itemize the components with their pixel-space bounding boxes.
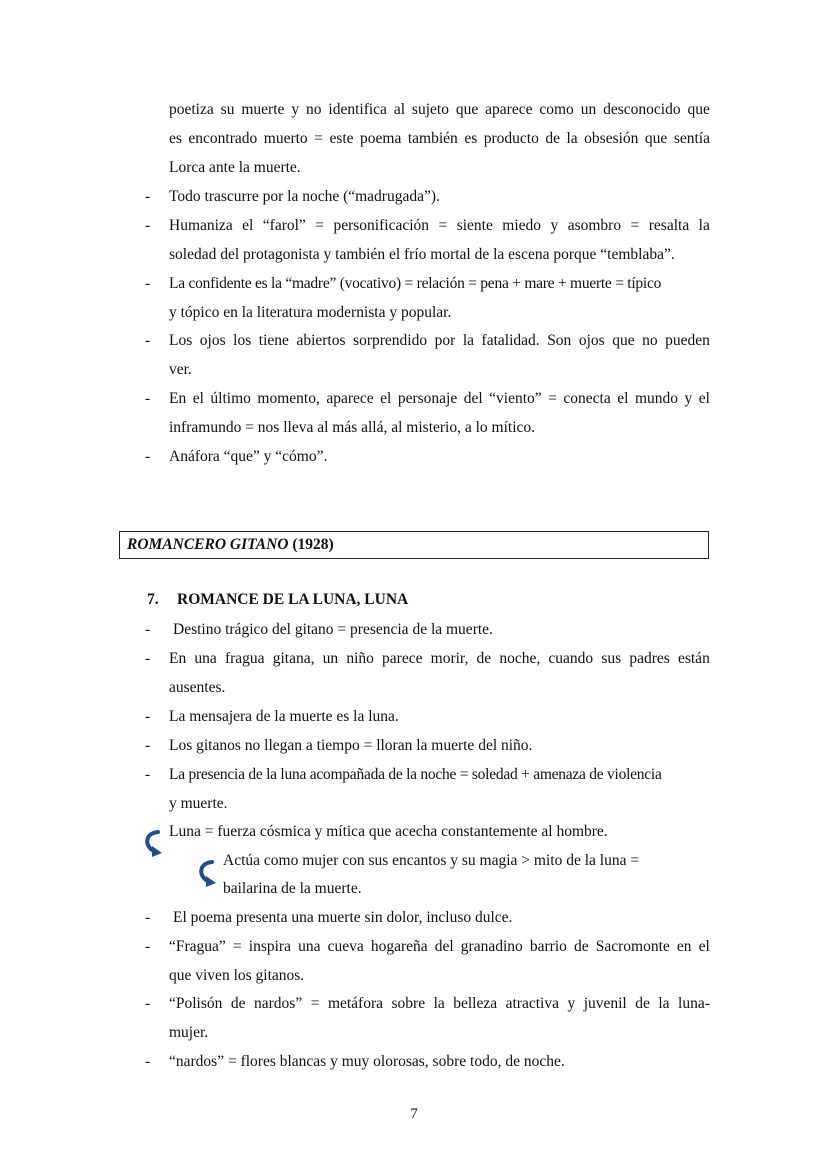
bullet-dash: - bbox=[145, 332, 151, 349]
word: = bbox=[438, 217, 448, 234]
bullet-a5-line-2: inframundo = nos lleva al más allá, al misterio, a lo mítico. bbox=[169, 419, 536, 436]
word: fragua bbox=[224, 650, 265, 667]
bullet-a4-line-2: ver. bbox=[169, 361, 192, 378]
word: que bbox=[644, 130, 668, 147]
bullet-b4-line-1: Los gitanos no llegan a tiempo = lloran la muerte del niño. bbox=[169, 737, 533, 754]
word: desconocido bbox=[603, 101, 681, 118]
word: = bbox=[315, 217, 325, 234]
word: personaje bbox=[397, 390, 458, 407]
word: cueva bbox=[327, 938, 364, 955]
word: de bbox=[545, 130, 560, 147]
bullet-a3-line-2: y tópico en la literatura modernista y popular. bbox=[169, 304, 452, 321]
word: el bbox=[698, 938, 710, 955]
bullet-dash: - bbox=[145, 275, 151, 292]
word: no bbox=[642, 332, 658, 349]
bullet-a6-line-1: Anáfora “que” y “cómo”. bbox=[169, 448, 328, 465]
section-box bbox=[119, 531, 709, 559]
bullet-c2-line-2: que viven los gitanos. bbox=[169, 967, 305, 984]
bullet-c3-line-2: mujer. bbox=[169, 1024, 209, 1041]
word: fatalidad. bbox=[481, 332, 540, 349]
word: inspira bbox=[248, 938, 291, 955]
word: el bbox=[192, 390, 204, 407]
word: la bbox=[698, 217, 710, 234]
word: como bbox=[539, 101, 574, 118]
word: = bbox=[630, 217, 640, 234]
word: último bbox=[210, 390, 251, 407]
heading-title: ROMANCE DE LA LUNA, LUNA bbox=[177, 591, 409, 608]
page-number: 7 bbox=[410, 1106, 418, 1122]
word: aparece bbox=[326, 390, 374, 407]
word: nardos” bbox=[254, 995, 303, 1012]
word: sujeto bbox=[411, 101, 449, 118]
word: conecta bbox=[563, 390, 611, 407]
bullet-dash: - bbox=[145, 938, 151, 955]
word: sorprendido bbox=[353, 332, 428, 349]
word: belleza bbox=[453, 995, 498, 1012]
arrow-item-2-line-2: bailarina de la muerte. bbox=[223, 880, 362, 897]
word: en bbox=[676, 938, 692, 955]
bullet-dash: - bbox=[145, 390, 151, 407]
bullet-dash: - bbox=[145, 650, 151, 667]
word: atractiva bbox=[505, 995, 559, 1012]
word: personificación bbox=[333, 217, 430, 234]
word: también bbox=[407, 130, 458, 147]
bullet-dash: - bbox=[145, 448, 151, 465]
bullet-c2-line-1 bbox=[169, 937, 710, 957]
word: momento, bbox=[257, 390, 320, 407]
word: gitana, bbox=[272, 650, 315, 667]
word: “viento” bbox=[489, 390, 542, 407]
word: En bbox=[169, 650, 187, 667]
word: el bbox=[617, 390, 629, 407]
bullet-a5-line-1 bbox=[169, 389, 710, 409]
word: barrio bbox=[529, 938, 567, 955]
bullet-c1-line-1: El poema presenta una muerte sin dolor, incluso dulce. bbox=[173, 909, 513, 926]
word: niño bbox=[346, 650, 374, 667]
poem-heading bbox=[147, 590, 408, 610]
word: poema bbox=[360, 130, 402, 147]
word: tiene bbox=[258, 332, 289, 349]
bullet-dash: - bbox=[145, 995, 151, 1012]
word: noche, bbox=[499, 650, 541, 667]
word: es bbox=[169, 130, 182, 147]
word: una bbox=[194, 650, 217, 667]
bullet-dash: - bbox=[145, 217, 151, 234]
bullet-b3-line-1: La mensajera de la muerte es la luna. bbox=[169, 708, 399, 725]
word: En bbox=[169, 390, 187, 407]
bullet-dash: - bbox=[145, 188, 151, 205]
word: que bbox=[612, 332, 635, 349]
word: y bbox=[291, 101, 300, 118]
word: miedo bbox=[502, 217, 542, 234]
word: juvenil bbox=[583, 995, 627, 1012]
intro-line-1 bbox=[169, 100, 710, 120]
bullet-b1-line-1: Destino trágico del gitano = presencia de la muerte. bbox=[173, 621, 493, 638]
word: mundo bbox=[634, 390, 678, 407]
word: y bbox=[684, 390, 693, 407]
word: abiertos bbox=[296, 332, 346, 349]
word: los bbox=[233, 332, 252, 349]
word: un bbox=[322, 650, 339, 667]
word: sentía bbox=[673, 130, 710, 147]
word: la bbox=[433, 995, 445, 1012]
word: Humaniza bbox=[169, 217, 233, 234]
word: poetiza bbox=[169, 101, 214, 118]
word: = bbox=[310, 995, 320, 1012]
word: y bbox=[567, 995, 576, 1012]
word: de bbox=[476, 650, 492, 667]
arrow-item-2-line-1: Actúa como mujer con sus encantos y su magia > mito de la luna = bbox=[223, 852, 640, 869]
word: = bbox=[548, 390, 557, 407]
word: morir, bbox=[430, 650, 469, 667]
word: al bbox=[393, 101, 406, 118]
bullet-dash: - bbox=[145, 766, 151, 783]
word: el bbox=[698, 390, 710, 407]
bullet-a1-line-1: Todo trascurre por la noche (“madrugada”). bbox=[169, 188, 440, 205]
curved-arrow-icon bbox=[140, 828, 168, 858]
word: muerte bbox=[241, 101, 285, 118]
word: siente bbox=[456, 217, 493, 234]
word: resalta bbox=[648, 217, 690, 234]
word: el bbox=[380, 390, 392, 407]
word: luna- bbox=[678, 995, 710, 1012]
bullet-dash: - bbox=[145, 1053, 151, 1070]
word: Los bbox=[169, 332, 193, 349]
word: es bbox=[464, 130, 478, 147]
word: ojos bbox=[578, 332, 605, 349]
word: del bbox=[434, 938, 454, 955]
word: asombro bbox=[567, 217, 622, 234]
word: del bbox=[463, 390, 483, 407]
word: y bbox=[550, 217, 559, 234]
word: encontrado bbox=[188, 130, 258, 147]
word: parece bbox=[382, 650, 423, 667]
bullet-b5-line-2: y muerte. bbox=[169, 795, 228, 812]
section-year: (1928) bbox=[292, 536, 334, 553]
word: están bbox=[677, 650, 710, 667]
word: “farol” bbox=[262, 217, 306, 234]
bullet-a3-line-1: La confidente es la “madre” (vocativo) = relación = pena + mare + muerte = típico bbox=[169, 275, 662, 292]
word: que bbox=[455, 101, 479, 118]
word: de bbox=[230, 995, 246, 1012]
word: por bbox=[434, 332, 456, 349]
section-title bbox=[127, 535, 334, 555]
intro-line-3: Lorca ante la muerte. bbox=[169, 159, 301, 176]
word: padres bbox=[629, 650, 670, 667]
bullet-dash: - bbox=[145, 909, 151, 926]
word: cuando bbox=[548, 650, 594, 667]
intro-line-2 bbox=[169, 129, 710, 149]
word: no bbox=[305, 101, 322, 118]
arrow-item-1-line-1: Luna = fuerza cósmica y mítica que acecha constantemente al hombre. bbox=[169, 823, 608, 840]
word: identifica bbox=[328, 101, 387, 118]
word: de bbox=[635, 995, 650, 1012]
word: = bbox=[314, 130, 323, 147]
word: un bbox=[580, 101, 597, 118]
word: “Polisón bbox=[169, 995, 223, 1012]
word: hogareña bbox=[370, 938, 428, 955]
word: la bbox=[566, 130, 578, 147]
bullet-a4-line-1 bbox=[169, 331, 710, 351]
bullet-dash: - bbox=[145, 708, 151, 725]
word: que bbox=[687, 101, 710, 118]
bullet-dash: - bbox=[145, 737, 151, 754]
word: muerto bbox=[263, 130, 308, 147]
word: su bbox=[220, 101, 235, 118]
word: este bbox=[329, 130, 354, 147]
section-title-italic: ROMANCERO GITANO bbox=[127, 536, 289, 553]
word: obsesión bbox=[584, 130, 639, 147]
word: granadino bbox=[460, 938, 523, 955]
word: Son bbox=[547, 332, 572, 349]
heading-number: 7. bbox=[147, 591, 159, 608]
word: “Fragua” bbox=[169, 938, 226, 955]
bullet-c3-line-1 bbox=[169, 994, 710, 1014]
word: la bbox=[462, 332, 475, 349]
word: pueden bbox=[665, 332, 710, 349]
word: sus bbox=[601, 650, 622, 667]
curved-arrow-icon bbox=[194, 858, 222, 888]
bullet-b2-line-2: ausentes. bbox=[169, 679, 226, 696]
word: la bbox=[658, 995, 670, 1012]
word: de bbox=[574, 938, 589, 955]
word: = bbox=[232, 938, 242, 955]
word: Sacromonte bbox=[595, 938, 670, 955]
bullet-c4-line-1: “nardos” = flores blancas y muy olorosas, sobre todo, de noche. bbox=[169, 1053, 565, 1070]
bullet-b2-line-1 bbox=[169, 649, 710, 669]
bullet-a2-line-1 bbox=[169, 216, 710, 236]
word: el bbox=[242, 217, 254, 234]
bullet-a2-line-2: soledad del protagonista y también el frío mortal de la escena porque “temblaba”. bbox=[169, 246, 675, 263]
word: una bbox=[298, 938, 321, 955]
word: aparece bbox=[485, 101, 533, 118]
bullet-b5-line-1: La presencia de la luna acompañada de la noche = soledad + amenaza de violencia bbox=[169, 766, 662, 783]
word: sobre bbox=[391, 995, 426, 1012]
word: producto bbox=[483, 130, 539, 147]
word: metáfora bbox=[327, 995, 384, 1012]
bullet-dash: - bbox=[145, 621, 151, 638]
word: ojos bbox=[199, 332, 226, 349]
